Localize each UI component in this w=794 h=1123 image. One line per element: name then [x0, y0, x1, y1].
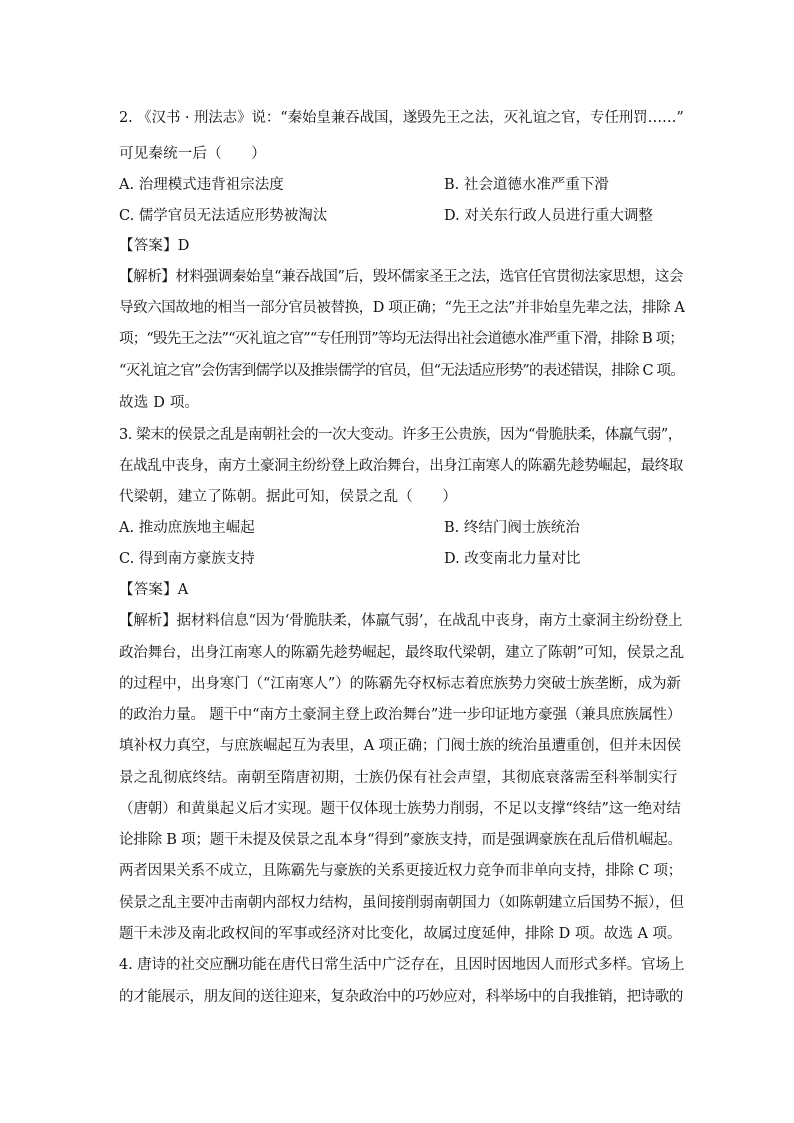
q2-option-a: A. 治理模式违背祖宗法度: [119, 177, 284, 193]
q3-analysis-line-3: 的过程中，出身寒门（“江南寒人”）的陈霸先夺权标志着庶族势力突破士族垄断，成为新: [119, 676, 681, 692]
q3-option-a: A. 推动庶族地主崛起: [119, 520, 255, 536]
q3-analysis-line-4: 的政治力量。 题干中“南方土豪洞主登上政治舞台”进一步印证地方豪强（兼具庶族属性）: [119, 707, 682, 723]
q2-analysis-line-4: “灭礼谊之官”会伤害到儒学以及推崇儒学的官员，但“无法适应形势”的表述错误，排除 C 项。: [119, 363, 684, 379]
q3-stem-line-1: 3. 梁末的侯景之乱是南朝社会的一次大变动。许多王公贵族，因为“骨脆肤柔，体羸气弱”，: [119, 427, 682, 443]
q2-option-c: C. 儒学官员无法适应形势被淘汰: [119, 208, 328, 224]
q3-answer: 【答案】A: [119, 582, 189, 598]
q2-answer: 【答案】D: [119, 238, 190, 254]
q3-analysis-line-10: 侯景之乱主要冲击南朝内部权力结构，虽间接削弱南朝国力（如陈朝建立后国势不振），但: [119, 895, 684, 911]
q3-analysis-line-9: 两者因果关系不成立，且陈霸先与豪族的关系更接近权力竞争而非单向支持，排除 C 项；: [119, 863, 683, 879]
q3-analysis-line-11: 题干未涉及南北政权间的军事或经济对比变化，故属过度延伸，排除 D 项。故选 A 项。: [119, 926, 682, 942]
q3-stem-line-3: 代梁朝，建立了陈朝。据此可知，侯景之乱（ ）: [119, 489, 458, 505]
q4-stem-line-2: 的才能展示，朋友间的送往迎来，复杂政治中的巧妙应对，科举场中的自我推销，把诗歌的: [119, 989, 683, 1005]
q3-option-b: B. 终结门阀士族统治: [444, 520, 580, 536]
q2-analysis-line-3: 项；“毁先王之法”“灭礼谊之官”“专任刑罚”等均无法得出社会道德水准严重下滑，排除 B 项；: [119, 331, 684, 347]
q3-analysis-line-1: 【解析】据材料信息“因为‘骨脆肤柔，体羸气弱’，在战乱中丧身，南方土豪洞主纷纷登上: [119, 613, 683, 629]
q2-stem-line-2: 可见秦统一后（ ）: [119, 146, 266, 162]
q2-analysis-line-2: 导致六国故地的相当一部分官员被替换，D 项正确；“先王之法”并非始皇先辈之法，排除 A: [119, 300, 685, 316]
q3-option-d: D. 改变南北力量对比: [444, 551, 581, 567]
q3-option-c: C. 得到南方豪族支持: [119, 551, 255, 567]
q2-analysis-line-1: 【解析】材料强调秦始皇“兼吞战国”后，毁坏儒家圣王之法，选官任官贯彻法家思想，这会: [119, 269, 683, 285]
q2-analysis-line-5: 故选 D 项。: [119, 395, 200, 411]
q3-analysis-line-6: 景之乱彻底终结。南朝至隋唐初期，士族仍保有社会声望，其彻底衰落需至科举制实行: [119, 770, 678, 786]
q3-analysis-line-5: 填补权力真空，与庶族崛起互为表里，A 项正确；门阀士族的统治虽遭重创，但并未因侯: [119, 738, 682, 754]
q2-stem-line-1: 2. 《汉书 · 刑法志》说：“秦始皇兼吞战国，遂毁先王之法，灭礼谊之官，专任刑罚……”: [119, 110, 684, 126]
q2-option-d: D. 对关东行政人员进行重大调整: [444, 208, 653, 224]
q3-stem-line-2: 在战乱中丧身，南方土豪洞主纷纷登上政治舞台，出身江南寒人的陈霸先趁势崛起，最终取: [119, 458, 683, 474]
q3-analysis-line-7: （唐朝）和黄巢起义后才实现。题干仅体现士族势力削弱，不足以支撑“终结”这一绝对结: [119, 801, 681, 817]
q3-analysis-line-8: 论排除 B 项；题干未提及侯景之乱本身“得到”豪族支持，而是强调豪族在乱后借机崛起。: [119, 832, 682, 848]
q4-stem-line-1: 4. 唐诗的社交应酬功能在唐代日常生活中广泛存在，且因时因地因人而形式多样。官场上: [119, 957, 685, 973]
q3-analysis-line-2: 政治舞台，出身江南寒人的陈霸先趁势崛起，最终取代梁朝，建立了陈朝”可知，侯景之乱: [119, 645, 684, 661]
q2-option-b: B. 社会道德水准严重下滑: [444, 177, 609, 193]
